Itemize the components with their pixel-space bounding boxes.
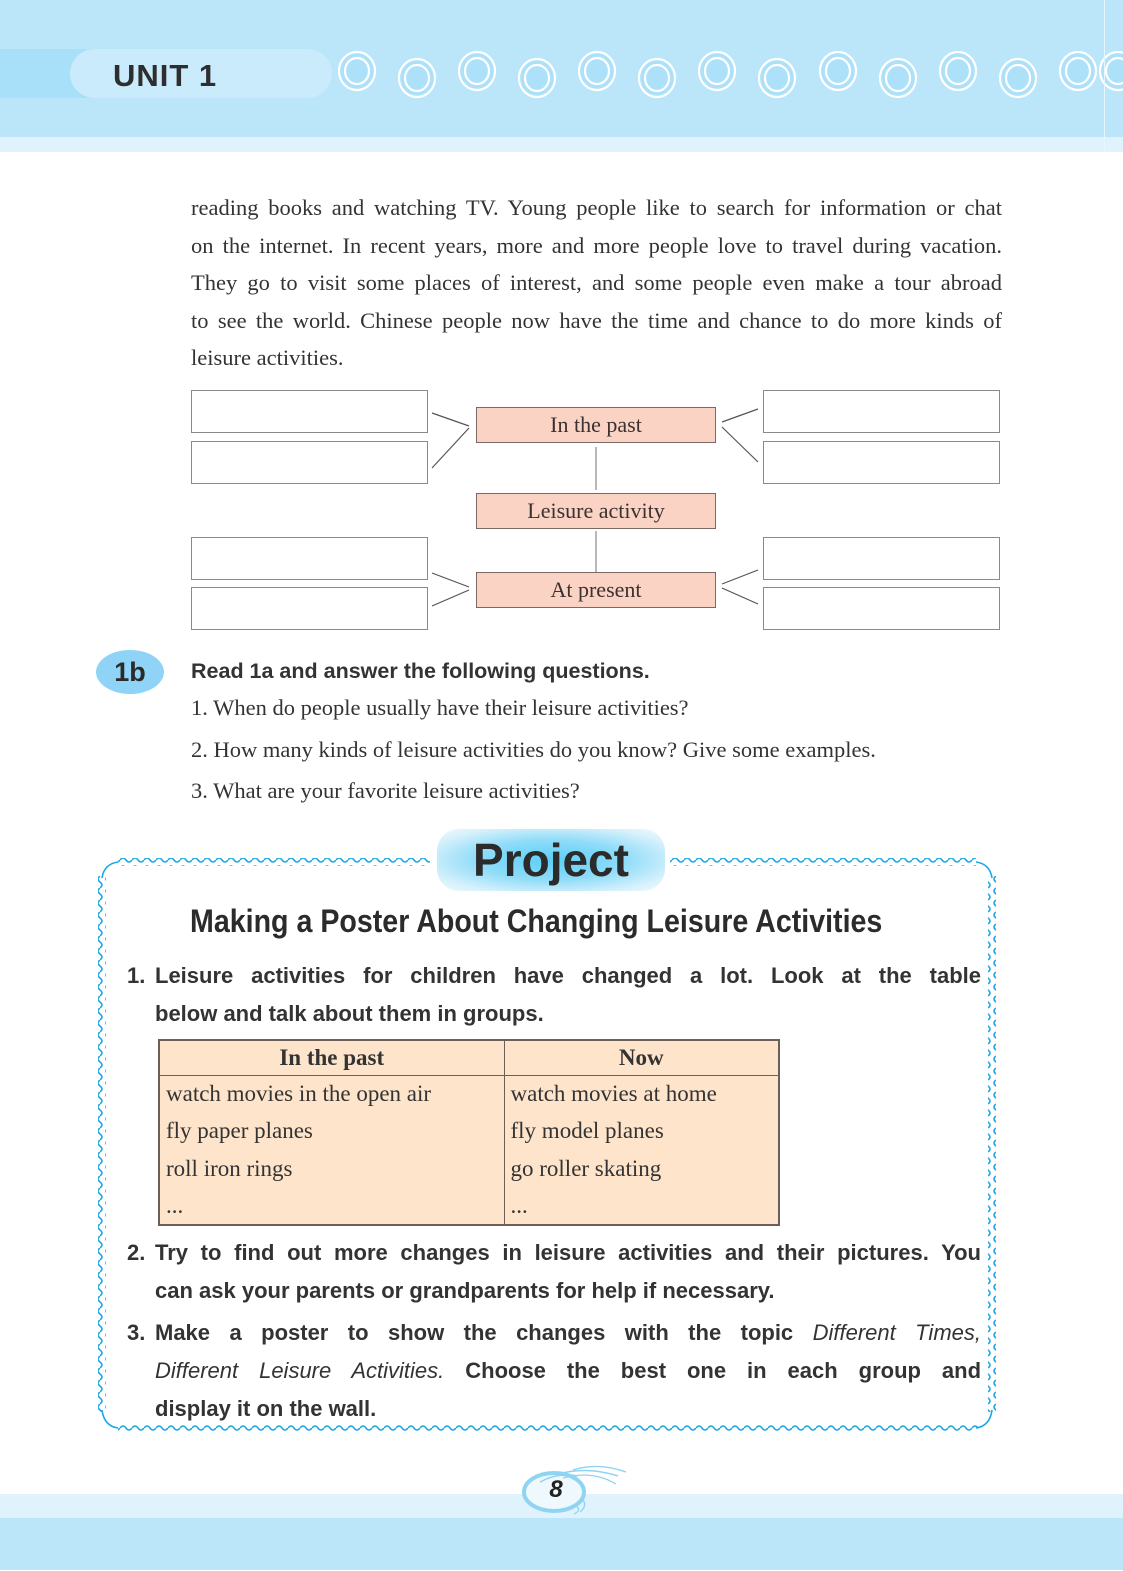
header-divider xyxy=(1104,0,1105,152)
unit-label: UNIT 1 xyxy=(113,58,218,93)
leisure-changes-table xyxy=(158,1039,780,1226)
project-step-1 xyxy=(127,957,981,1033)
project-step-2 xyxy=(127,1234,981,1310)
table-cell: ... xyxy=(159,1188,504,1226)
step-text: display it on the wall. xyxy=(155,1396,377,1421)
passage-line: leisure activities. xyxy=(191,345,344,370)
answer-box-past-left-2[interactable] xyxy=(191,441,428,484)
table-header-past: In the past xyxy=(159,1040,504,1075)
page-footer xyxy=(0,1518,1123,1570)
question-item: 2. How many kinds of leisure activities do you know? Give some examples. xyxy=(191,737,876,762)
reading-passage xyxy=(191,189,1002,377)
page-number-swirl-icon xyxy=(518,1462,638,1518)
passage-line: They go to visit some places of interest, and some people even make a tour abroad xyxy=(191,270,1002,295)
question-item: 3. What are your favorite leisure activities? xyxy=(191,778,580,803)
leisure-activity-box: Leisure activity xyxy=(476,493,716,529)
project-badge: Project xyxy=(437,829,665,891)
step-text: Try to find out more changes in leisure activities and their pictures. You xyxy=(155,1240,981,1265)
table-cell: fly paper planes xyxy=(159,1113,504,1151)
table-cell: roll iron rings xyxy=(159,1150,504,1188)
table-cell: watch movies at home xyxy=(510,1081,717,1106)
ring-decoration-icon xyxy=(0,0,1123,137)
at-present-box: At present xyxy=(476,572,716,608)
step-text: Leisure activities for children have changed a lot. Look at the table xyxy=(155,963,981,988)
table-cell: go roller skating xyxy=(510,1155,662,1181)
section-badge-1b: 1b xyxy=(96,650,164,694)
answer-box-past-right-2[interactable] xyxy=(763,441,1000,484)
page-number: 8 xyxy=(549,1476,563,1503)
answer-box-past-left-1[interactable] xyxy=(191,390,428,433)
step-text-plain: Make a poster to show the changes with the topic xyxy=(155,1320,813,1345)
header-strip xyxy=(0,137,1123,152)
answer-box-present-left-1[interactable] xyxy=(191,537,428,580)
step-text: below and talk about them in groups. xyxy=(155,1001,544,1026)
step-number: 2. xyxy=(127,1240,146,1265)
answer-box-present-right-1[interactable] xyxy=(763,537,1000,580)
section-1b-title: Read 1a and answer the following questions. xyxy=(191,659,650,683)
question-item: 1. When do people usually have their leisure activities? xyxy=(191,695,689,720)
step-text xyxy=(155,1314,981,1352)
table-cell: fly model planes xyxy=(510,1118,664,1144)
answer-box-present-right-2[interactable] xyxy=(763,587,1000,630)
topic-italic: Different Leisure Activities. xyxy=(155,1358,445,1383)
topic-italic: Different Times, xyxy=(812,1320,981,1345)
table-header-now: Now xyxy=(504,1040,779,1075)
passage-line: on the internet. In recent years, more and more people love to travel during vacation. xyxy=(191,232,1002,258)
step-text xyxy=(155,1352,981,1390)
step-number: 3. xyxy=(127,1320,146,1345)
project-step-3 xyxy=(127,1314,981,1428)
step-text: can ask your parents or grandparents for help if necessary. xyxy=(155,1278,775,1303)
passage-line: to see the world. Chinese people now have the time and chance to do more kinds of xyxy=(191,307,1002,333)
project-title: Making a Poster About Changing Leisure Activities xyxy=(190,903,883,939)
table-row xyxy=(159,1075,779,1113)
table-row xyxy=(159,1113,779,1151)
table-row xyxy=(159,1150,779,1188)
passage-line: reading books and watching TV. Young people like to search for information or chat xyxy=(191,195,1002,220)
table-cell: watch movies in the open air xyxy=(159,1075,504,1113)
step-number: 1. xyxy=(127,963,146,988)
in-the-past-box: In the past xyxy=(476,407,716,443)
table-row xyxy=(159,1188,779,1226)
answer-box-past-right-1[interactable] xyxy=(763,390,1000,433)
table-cell: ... xyxy=(510,1192,528,1218)
answer-box-present-left-2[interactable] xyxy=(191,587,428,630)
step-text-plain: Choose the best one in each group and xyxy=(444,1358,982,1383)
